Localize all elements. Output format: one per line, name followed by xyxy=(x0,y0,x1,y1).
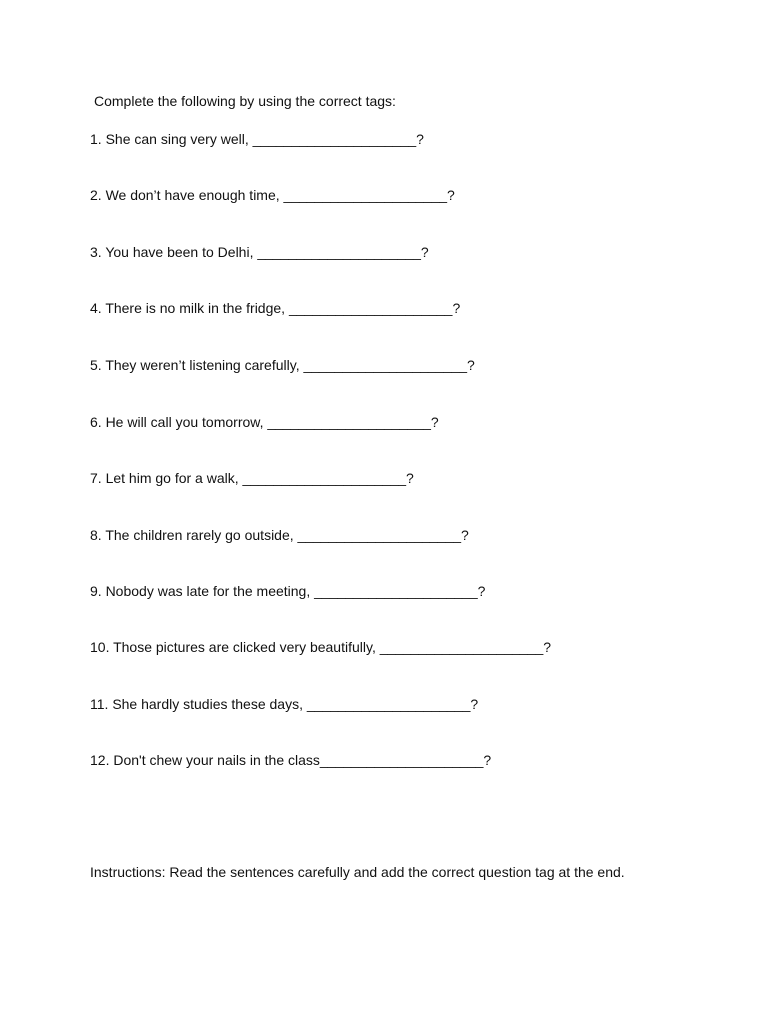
worksheet-heading: Complete the following by using the correct tags: xyxy=(94,93,396,109)
instructions-text: Instructions: Read the sentences carefully and add the correct question tag at the end. xyxy=(90,864,625,880)
question-8: 8. The children rarely go outside, _____________________? xyxy=(90,527,469,543)
question-2: 2. We don’t have enough time, _____________________? xyxy=(90,187,455,203)
question-10: 10. Those pictures are clicked very beautifully, _____________________? xyxy=(90,639,552,655)
question-6: 6. He will call you tomorrow, _____________________? xyxy=(90,414,439,430)
question-9: 9. Nobody was late for the meeting, _____________________? xyxy=(90,583,486,599)
question-7: 7. Let him go for a walk, _____________________? xyxy=(90,470,414,486)
question-12: 12. Don't chew your nails in the class_____________________? xyxy=(90,752,492,768)
question-5: 5. They weren’t listening carefully, _____________________? xyxy=(90,357,475,373)
question-3: 3. You have been to Delhi, _____________________? xyxy=(90,244,429,260)
question-11: 11. She hardly studies these days, _____________________? xyxy=(90,696,479,712)
question-4: 4. There is no milk in the fridge, _____________________? xyxy=(90,300,461,316)
question-1: 1. She can sing very well, _____________________? xyxy=(90,131,424,147)
